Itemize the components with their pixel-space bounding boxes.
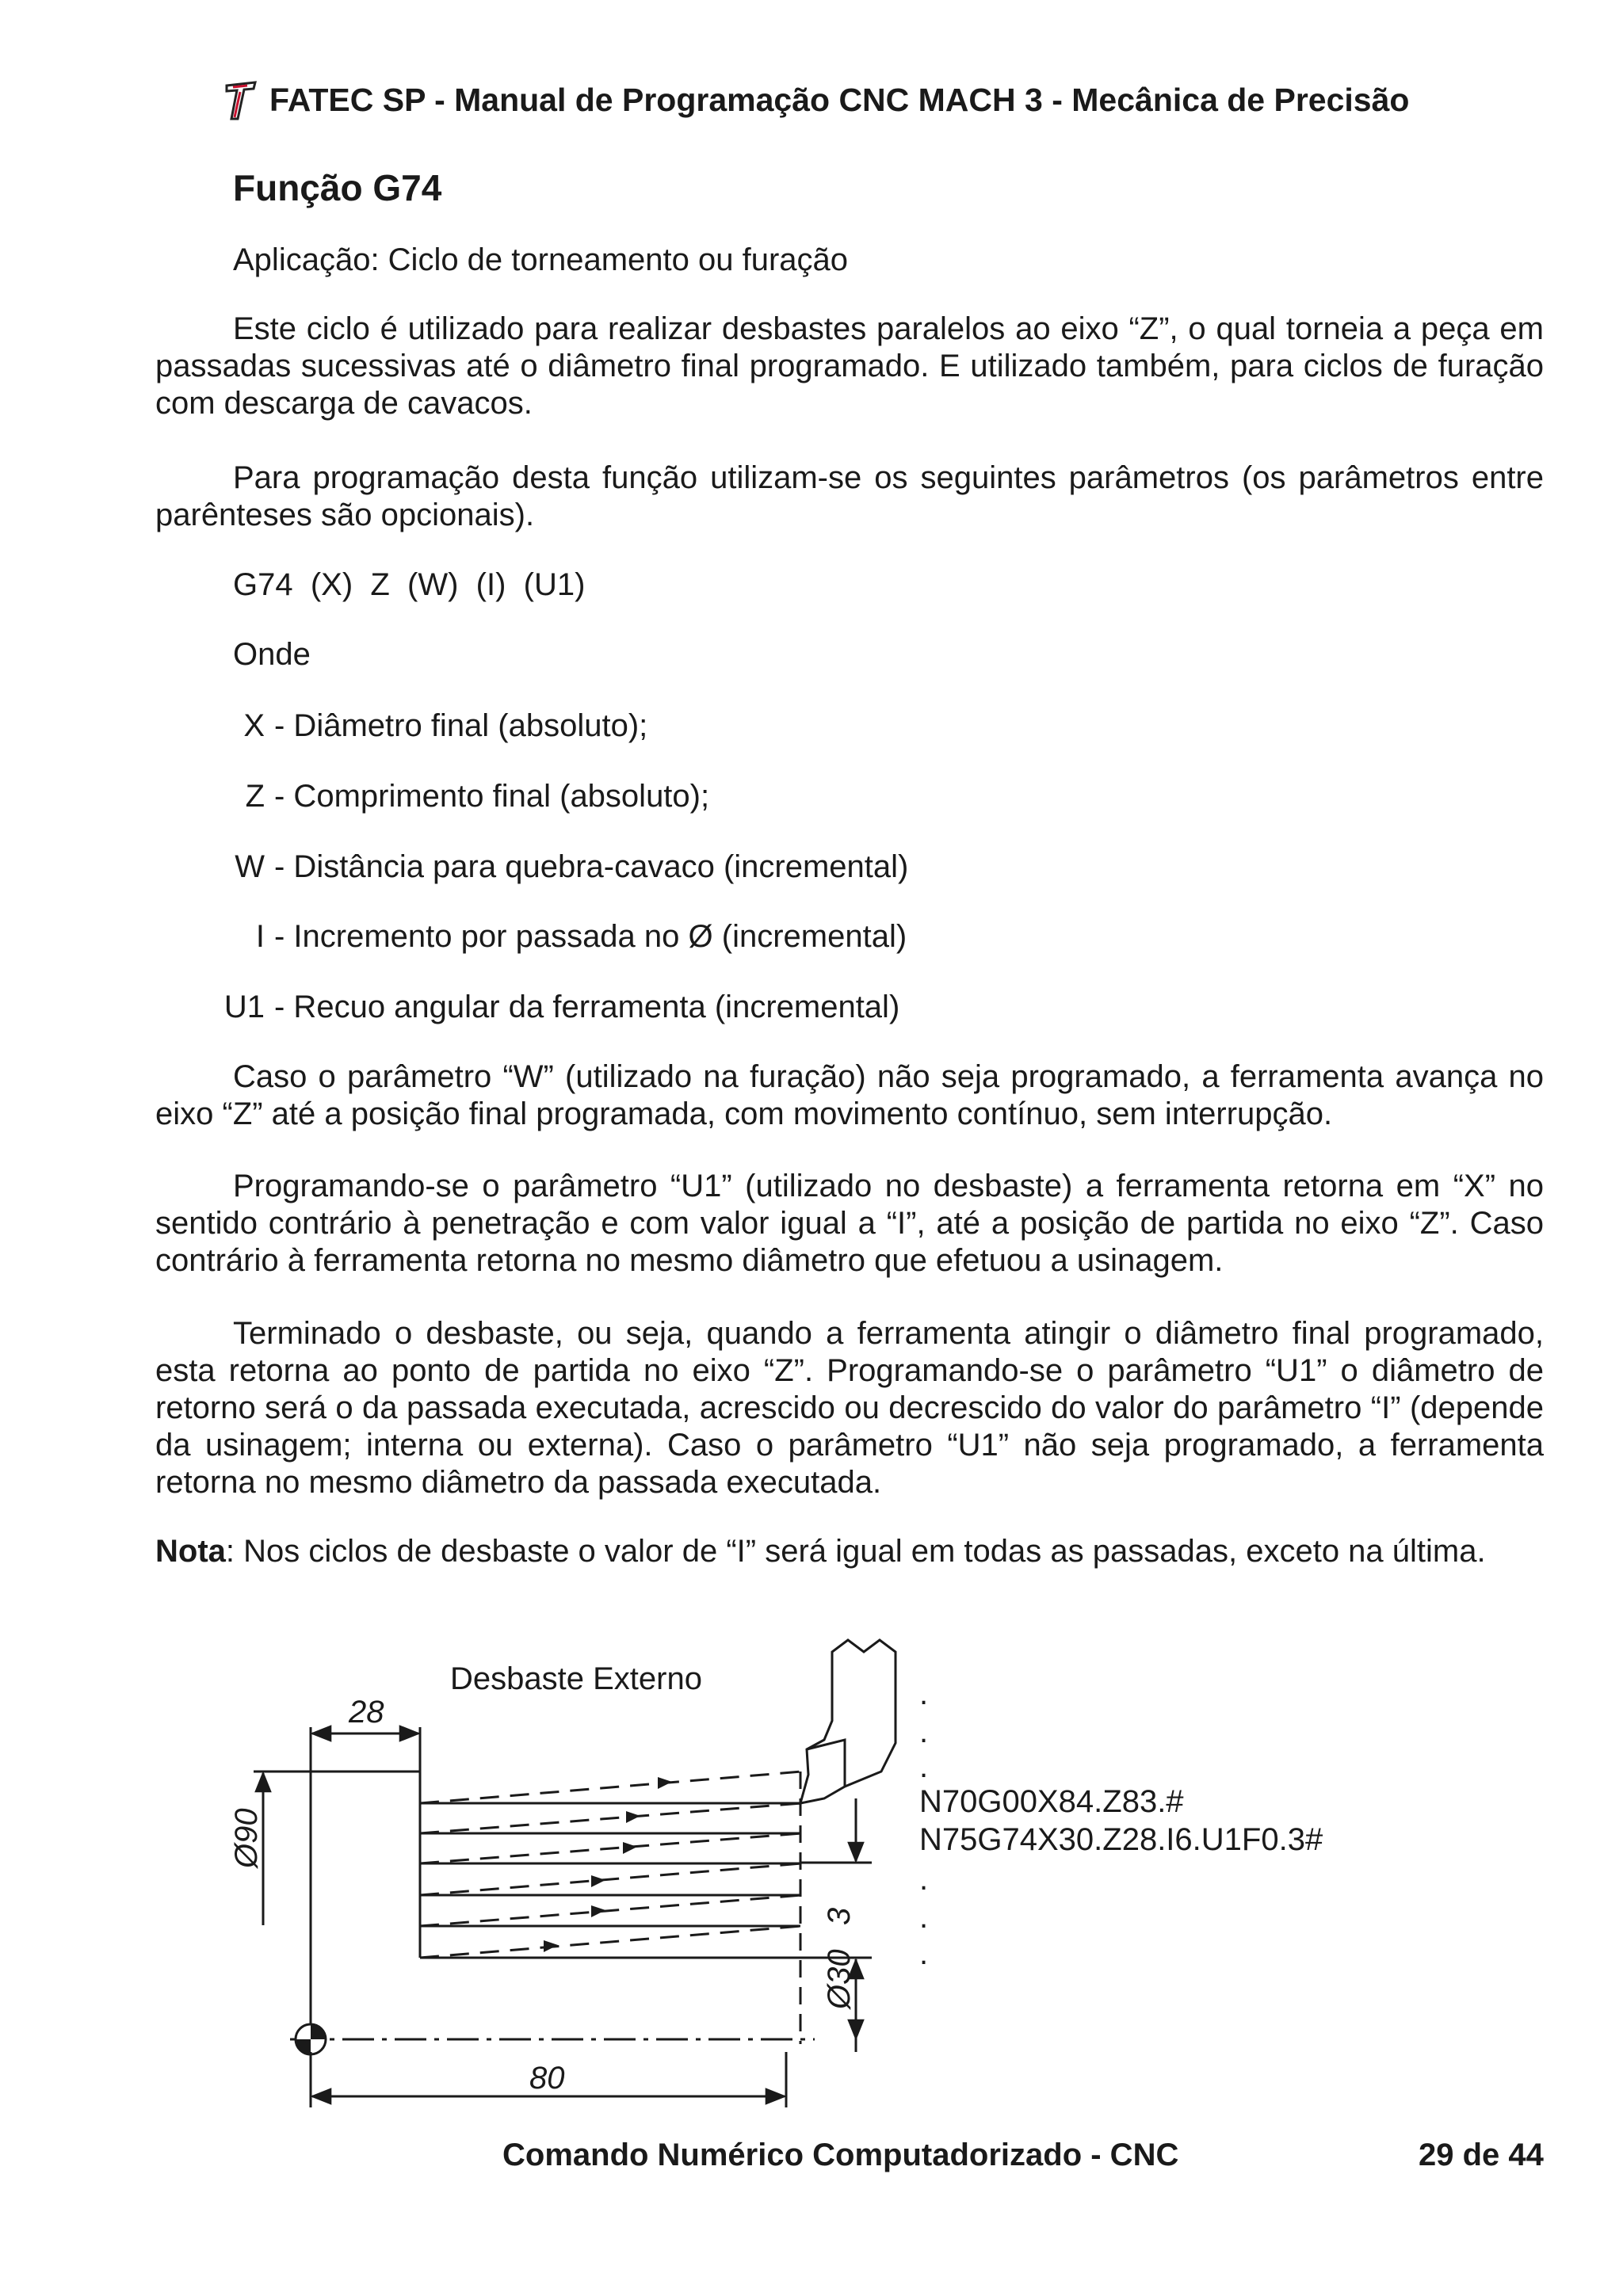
paragraph-1: Este ciclo é utilizado para realizar desbastes paralelos ao eixo “Z”, o qual torneia a peça em passadas sucessivas até o diâmetro final programado. E utilizado também, para ciclos de furação com descarga de cavacos. bbox=[155, 311, 1544, 421]
note-text: : Nos ciclos de desbaste o valor de “I” será igual em todas as passadas, exceto na última. bbox=[225, 1534, 1486, 1569]
diagram-title: Desbaste Externo bbox=[450, 1661, 702, 1696]
paragraph-3: Caso o parâmetro “W” (utilizado na furação) não seja programado, a ferramenta avança no eixo “Z” até a posição final programada, com movimento contínuo, sem interrupção. bbox=[155, 1059, 1544, 1131]
program-dot: . bbox=[919, 1676, 929, 1711]
cutting-tool-icon bbox=[800, 1640, 896, 1803]
program-dot: . bbox=[919, 1749, 929, 1784]
workpiece-outline bbox=[311, 1772, 420, 1958]
dimension-28 bbox=[311, 1727, 420, 1772]
label-28: 28 bbox=[349, 1695, 384, 1730]
footer-title: Comando Numérico Computadorizado - CNC bbox=[502, 2138, 1179, 2172]
param-desc: - Recuo angular da ferramenta (incremental) bbox=[274, 990, 900, 1024]
label-3: 3 bbox=[822, 1907, 857, 1925]
label-90: Ø90 bbox=[229, 1808, 264, 1868]
param-key: X bbox=[243, 708, 265, 743]
program-dot: . bbox=[919, 1862, 929, 1897]
program-line-1: N70G00X84.Z83.# bbox=[919, 1784, 1184, 1819]
paragraph-5: Terminado o desbaste, ou seja, quando a ferramenta atingir o diâmetro final programado, esta retorna ao ponto de partida no eixo “Z”. Programando-se o parâmetro “U1” o diâmetro de retorno será o da passada executada, acrescido ou decrescido do valor do parâmetro “I” (depende da usinagem; interna ou externa). Caso o parâmetro “U1” não seja programado, a ferramenta retorna no mesmo diâmetro da passada executada. bbox=[155, 1316, 1544, 1500]
paragraph-2: Para programação desta função utilizam-se os seguintes parâmetros (os parâmetros entre parênteses são opcionais). bbox=[155, 460, 1544, 532]
param-desc: - Comprimento final (absoluto); bbox=[274, 779, 710, 814]
param-key: I bbox=[255, 919, 265, 954]
param-key: U1 bbox=[223, 990, 265, 1024]
onde-label: Onde bbox=[233, 637, 311, 672]
origin-icon bbox=[296, 2024, 326, 2054]
program-line-2: N75G74X30.Z28.I6.U1F0.3# bbox=[919, 1822, 1323, 1857]
param-key: Z bbox=[245, 779, 265, 814]
syntax-line: G74 (X) Z (W) (I) (U1) bbox=[233, 567, 586, 602]
param-key: W bbox=[235, 849, 265, 884]
param-desc: - Diâmetro final (absoluto); bbox=[274, 708, 648, 743]
page-number: 29 de 44 bbox=[1419, 2138, 1544, 2172]
paragraph-4: Programando-se o parâmetro “U1” (utilizado no desbaste) a ferramenta retorna em “X” no sentido contrário à penetração e com valor igual a “I”, até a posição de partida no eixo “Z”. Caso contrário à ferramenta retorna no mesmo diâmetro que efetuou a usinagem. bbox=[155, 1169, 1544, 1278]
program-dot: . bbox=[919, 1714, 929, 1749]
program-dot: . bbox=[919, 1900, 929, 1935]
label-30: Ø30 bbox=[822, 1949, 857, 2009]
section-title: Função G74 bbox=[233, 167, 442, 208]
param-desc: - Incremento por passada no Ø (incremental) bbox=[274, 919, 907, 954]
application-line: Aplicação: Ciclo de torneamento ou furação bbox=[233, 242, 849, 277]
header-title: FATEC SP - Manual de Programação CNC MACH 3 - Mecânica de Precisão bbox=[269, 81, 1410, 118]
label-80: 80 bbox=[529, 2061, 565, 2096]
param-desc: - Distância para quebra-cavaco (incremental) bbox=[274, 849, 909, 884]
program-dot: . bbox=[919, 1936, 929, 1971]
note-label: Nota bbox=[155, 1534, 226, 1569]
